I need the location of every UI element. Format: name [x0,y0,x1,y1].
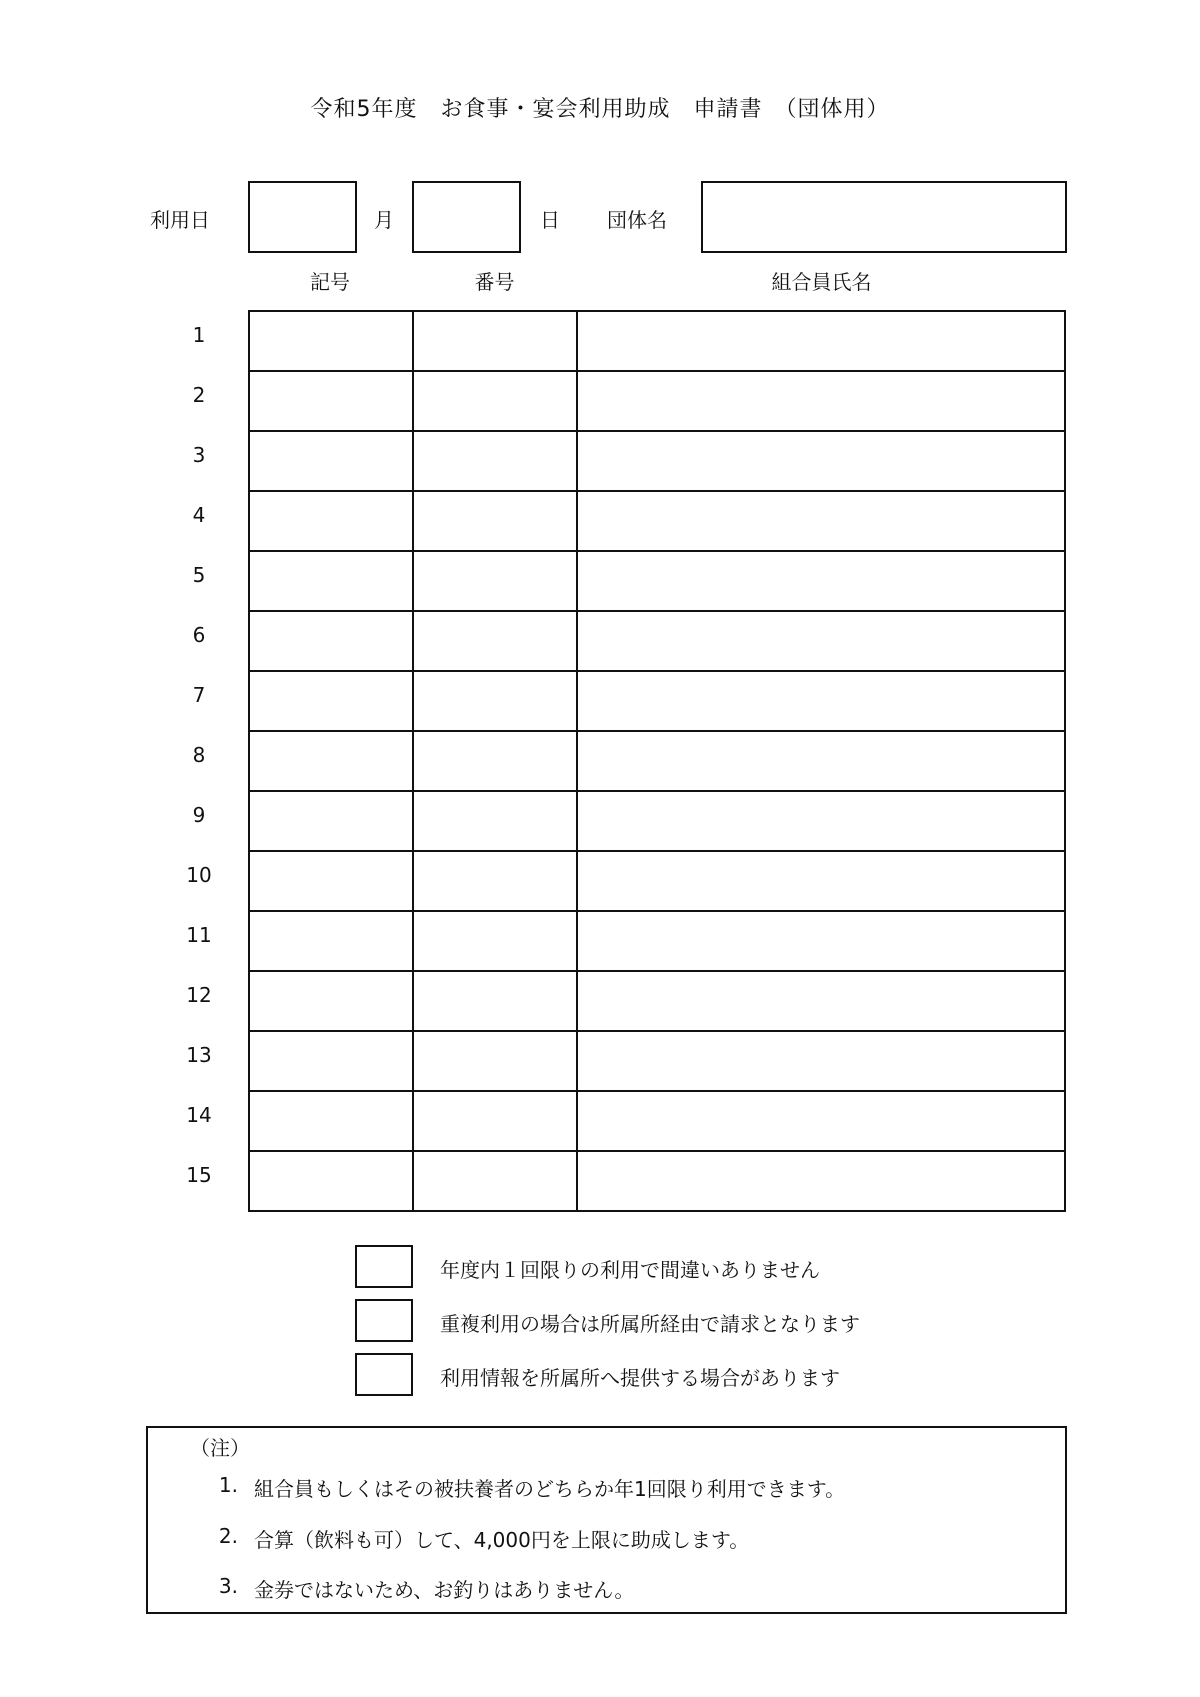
column-header-number: 番号 [474,270,515,294]
table-row [249,1151,1065,1211]
row-number: 11 [186,923,212,947]
day-label: 日 [540,208,560,232]
symbol-cell[interactable] [249,851,413,911]
row-number: 7 [192,683,206,707]
column-header-symbol: 記号 [310,270,350,294]
notes-box [146,1426,1067,1614]
number-cell[interactable] [413,671,578,731]
number-cell[interactable] [413,731,578,791]
member-name-cell[interactable] [577,431,1065,491]
row-number: 5 [192,563,206,587]
member-table [248,310,1066,1212]
note-text: 金券ではないため、お釣りはありません。 [254,1578,635,1602]
symbol-cell[interactable] [249,491,413,551]
note-number: 1. [218,1473,238,1497]
table-row [249,971,1065,1031]
symbol-cell[interactable] [249,1151,413,1211]
table-row [249,1031,1065,1091]
row-number: 13 [186,1043,212,1067]
row-number: 12 [186,983,212,1007]
table-row [249,431,1065,491]
member-name-cell[interactable] [577,791,1065,851]
table-row [249,611,1065,671]
row-number: 6 [192,623,206,647]
row-number: 10 [186,863,212,887]
table-row [249,671,1065,731]
member-name-cell[interactable] [577,1031,1065,1091]
number-cell[interactable] [413,911,578,971]
symbol-cell[interactable] [249,731,413,791]
confirm-checkbox-3[interactable] [355,1353,413,1396]
member-name-cell[interactable] [577,671,1065,731]
row-number: 14 [186,1103,212,1127]
symbol-cell[interactable] [249,1091,413,1151]
table-row [249,491,1065,551]
table-row [249,911,1065,971]
member-name-cell[interactable] [577,611,1065,671]
number-cell[interactable] [413,791,578,851]
member-name-cell[interactable] [577,491,1065,551]
number-cell[interactable] [413,1091,578,1151]
group-name-label: 団体名 [607,208,667,232]
number-cell[interactable] [413,1031,578,1091]
group-name-input-box[interactable] [701,181,1067,253]
table-row [249,551,1065,611]
symbol-cell[interactable] [249,371,413,431]
member-name-cell[interactable] [577,851,1065,911]
row-number: 15 [186,1163,212,1187]
symbol-cell[interactable] [249,911,413,971]
note-number: 2. [218,1524,238,1548]
usage-date-label: 利用日 [150,208,210,232]
number-cell[interactable] [413,311,578,371]
day-input-box[interactable] [412,181,521,253]
month-input-box[interactable] [248,181,357,253]
member-name-cell[interactable] [577,371,1065,431]
note-text: 組合員もしくはその被扶養者のどちらか年1回限り利用できます。 [254,1477,846,1501]
confirm-checkbox-2[interactable] [355,1299,413,1342]
member-name-cell[interactable] [577,551,1065,611]
note-number: 3. [218,1574,238,1598]
row-number: 4 [192,503,206,527]
number-cell[interactable] [413,971,578,1031]
table-row [249,731,1065,791]
form-title: 令和5年度 お食事・宴会利用助成 申請書 （団体用） [310,97,890,122]
row-number: 3 [192,443,206,467]
symbol-cell[interactable] [249,671,413,731]
symbol-cell[interactable] [249,551,413,611]
symbol-cell[interactable] [249,1031,413,1091]
number-cell[interactable] [413,551,578,611]
number-cell[interactable] [413,371,578,431]
number-cell[interactable] [413,431,578,491]
number-cell[interactable] [413,611,578,671]
month-label: 月 [374,208,394,232]
member-name-cell[interactable] [577,1091,1065,1151]
confirm-checkbox-1[interactable] [355,1245,413,1288]
row-number: 9 [192,803,206,827]
column-header-member-name: 組合員氏名 [771,270,872,294]
member-name-cell[interactable] [577,311,1065,371]
symbol-cell[interactable] [249,971,413,1031]
number-cell[interactable] [413,1151,578,1211]
member-name-cell[interactable] [577,971,1065,1031]
symbol-cell[interactable] [249,431,413,491]
row-number: 8 [192,743,206,767]
symbol-cell[interactable] [249,611,413,671]
confirm-text-1: 年度内１回限りの利用で間違いありません [440,1258,820,1282]
symbol-cell[interactable] [249,791,413,851]
note-text: 合算（飲料も可）して、4,000円を上限に助成します。 [254,1528,750,1552]
confirm-text-2: 重複利用の場合は所属所経由で請求となります [440,1312,860,1336]
table-row [249,1091,1065,1151]
table-row [249,311,1065,371]
table-row [249,851,1065,911]
number-cell[interactable] [413,491,578,551]
row-number: 1 [192,323,206,347]
number-cell[interactable] [413,851,578,911]
confirm-text-3: 利用情報を所属所へ提供する場合があります [440,1366,840,1390]
table-row [249,371,1065,431]
member-name-cell[interactable] [577,1151,1065,1211]
member-name-cell[interactable] [577,911,1065,971]
table-row [249,791,1065,851]
member-name-cell[interactable] [577,731,1065,791]
notes-heading: （注） [190,1436,250,1460]
symbol-cell[interactable] [249,311,413,371]
row-number: 2 [192,383,206,407]
